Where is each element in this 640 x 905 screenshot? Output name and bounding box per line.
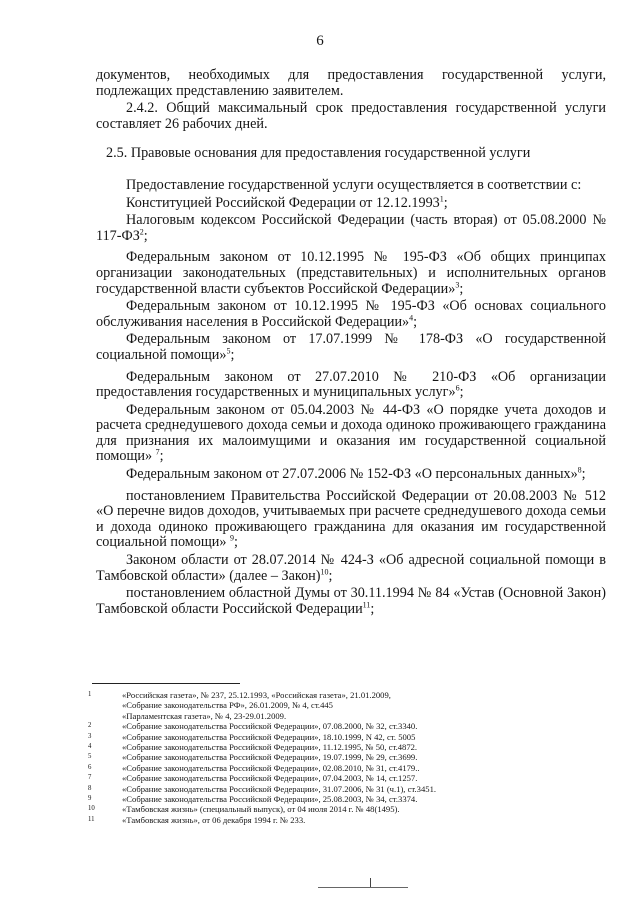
paragraph-text: ; [370, 600, 375, 617]
footnote [88, 784, 588, 794]
paragraph-text: Конституцией Российской Федерации от 12.12.1993 [126, 194, 440, 211]
footnote-line: «Собрание законодательства Российской Федерации», 02.08.2010, № 31, ст.4179.. [122, 762, 420, 773]
footnote [88, 794, 588, 804]
paragraph [96, 403, 606, 465]
footnote-line: «Российская газета», № 237, 25.12.1993, «Российская газета», 21.01.2009, [122, 690, 391, 700]
paragraph [96, 467, 606, 483]
footnote-number: 2 [88, 722, 92, 730]
paragraph-text: ; [230, 346, 235, 363]
paragraph [96, 250, 606, 297]
section-heading [96, 146, 606, 162]
paragraph-text: документов, необходимых для предоставления государственной услуги, подлежащих представлению заявителем. [96, 67, 606, 99]
footnote-ref: 10 [320, 566, 329, 576]
paragraph-text: Федеральным законом от 17.07.1999 № 178-ФЗ «О государственной социальной помощи» [96, 331, 606, 363]
paragraph-text: Федеральным законом от 10.12.1995 № 195-ФЗ «Об основах социального обслуживания населения в Российской Федерации» [96, 298, 606, 330]
footnote [88, 721, 588, 731]
footnote [88, 804, 588, 814]
paragraph-text: ; [234, 534, 238, 551]
footnote-line: «Собрание законодательства РФ», 26.01.2009, № 4, ст.445 [122, 700, 333, 711]
footnote-number: 8 [88, 784, 92, 792]
paragraph-text: Федеральным законом от 27.07.2006 № 152-ФЗ «О персональных данных» [126, 466, 578, 483]
footnote-line: «Тамбовская жизнь», от 06 декабря 1994 г. № 233. [122, 814, 306, 825]
paragraph [96, 370, 606, 401]
footnotes [88, 690, 588, 825]
paragraph [96, 332, 606, 363]
footnote-line: «Собрание законодательства Российской Федерации», 11.12.1995, № 50, ст.4872. [122, 742, 418, 753]
paragraph-text: ; [443, 194, 448, 211]
footnote-line: «Собрание законодательства Российской Федерации», 18.10.1999, N 42, ст. 5005 [122, 731, 416, 742]
paragraph-text: 2.4.2. Общий максимальный срок предоставления государственной услуги составляет 26 рабочих дней. [96, 100, 606, 132]
paragraph-text: ; [143, 227, 148, 244]
footnote-ref: 4 [409, 312, 414, 322]
paragraph [96, 299, 606, 330]
paragraph-text: Налоговым кодексом Российской Федерации (часть вторая) от 05.08.2000 № 117-ФЗ [96, 212, 606, 244]
paragraph-text: ; [581, 466, 586, 483]
footnote-ref: 1 [439, 193, 444, 203]
footnote-line: «Тамбовская жизнь» (специальный выпуск), от 04 июля 2014 г. № 48(1495). [122, 804, 400, 815]
footnote-ref: 6 [455, 383, 460, 393]
footnote-ref: 9 [230, 533, 235, 543]
page-number: 6 [316, 33, 324, 49]
footnote-number: 11 [88, 815, 95, 823]
paragraph-text: ; [413, 313, 418, 330]
footnote [88, 773, 588, 783]
paragraph-text: ; [459, 280, 464, 297]
paragraph-text: Федеральным законом от 10.12.1995 № 195-ФЗ «Об общих принципах организации законодательных (представительных) и исполнительных органов государственной власти субъектов Российской Федерации» [96, 249, 606, 297]
paragraph [96, 213, 606, 244]
footnote-line: «Собрание законодательства Российской Федерации», 07.08.2000, № 32, ст.3340. [122, 721, 418, 732]
paragraph-text: Федеральным законом от 27.07.2010 № 210-ФЗ «Об организации предоставления государственных и муниципальных услуг» [96, 368, 606, 401]
footnote [88, 732, 588, 742]
footnote-ref: 7 [155, 447, 160, 457]
paragraph [96, 101, 606, 132]
paragraph-text: Федеральным законом от 05.04.2003 № 44-ФЗ «О порядке учета доходов и расчета среднедушевого дохода семьи и дохода одиноко проживающего гражданина для признания их малоимущими и оказания им государственной социальной помощи» [96, 401, 606, 465]
footnote [88, 742, 588, 752]
footnote [88, 815, 588, 825]
paragraph [96, 68, 606, 99]
footnote [88, 763, 588, 773]
footnote-number: 6 [88, 763, 92, 771]
footnote-number: 10 [88, 805, 95, 813]
footnote-number: 9 [88, 795, 92, 803]
footnote-line: «Собрание законодательства Российской Федерации», 25.08.2003, № 34, ст.3374. [122, 794, 418, 805]
footnote-line: «Парламентская газета», № 4, 23-29.01.2009. [122, 710, 287, 721]
paragraph-text: ; [459, 384, 464, 401]
paragraph-text: Предоставление государственной услуги осуществляется в соответствии с: [126, 176, 582, 193]
footnote-number: 7 [88, 774, 92, 782]
footnote-line: «Собрание законодательства Российской Федерации», 07.04.2003, № 14, ст.1257. [122, 773, 418, 784]
scan-line [318, 887, 408, 888]
paragraph-text: 2.5. Правовые основания для предоставления государственной услуги [106, 145, 531, 162]
paragraph [96, 586, 606, 617]
footnote-number: 5 [88, 753, 92, 761]
paragraph-text: постановлением Правительства Российской Федерации от 20.08.2003 № 512 «О перечне видов доходов, учитываемых при расчете среднедушевого дохода семьи и дохода одиноко проживающего гражданина для оказания им государственной социальной помощи» [96, 487, 606, 551]
paragraph [96, 553, 606, 584]
paragraph [96, 193, 606, 212]
footnote [88, 752, 588, 762]
paragraph-text: Законом области от 28.07.2014 № 424-З «Об адресной социальной помощи в Тамбовской области» (далее – Закон) [96, 552, 606, 584]
footnote-number: 4 [88, 743, 92, 751]
footnote-ref: 2 [139, 227, 144, 237]
footnote-ref: 3 [455, 279, 460, 289]
paragraph-text: ; [159, 448, 164, 465]
footnote [88, 690, 588, 721]
footnote-ref: 5 [226, 346, 231, 356]
paragraph-text: постановлением областной Думы от 30.11.1994 № 84 «Устав (Основной Закон) Тамбовской области Российской Федерации [96, 585, 606, 617]
body-text [96, 68, 606, 619]
footnote-divider [92, 683, 240, 684]
footnote-line: «Собрание законодательства Российской Федерации», 19.07.1999, № 29, ст.3699. [122, 752, 418, 763]
paragraph [96, 489, 606, 551]
paragraph-text: ; [328, 567, 333, 584]
footnote-ref: 11 [362, 600, 371, 610]
footnote-number: 3 [88, 732, 92, 740]
footnote-number: 1 [88, 691, 92, 698]
footnote-ref: 8 [577, 465, 582, 475]
paragraph [96, 178, 606, 194]
footnote-line: «Собрание законодательства Российской Федерации», 31.07.2006, № 31 (ч.1), ст.3451. [122, 783, 437, 794]
